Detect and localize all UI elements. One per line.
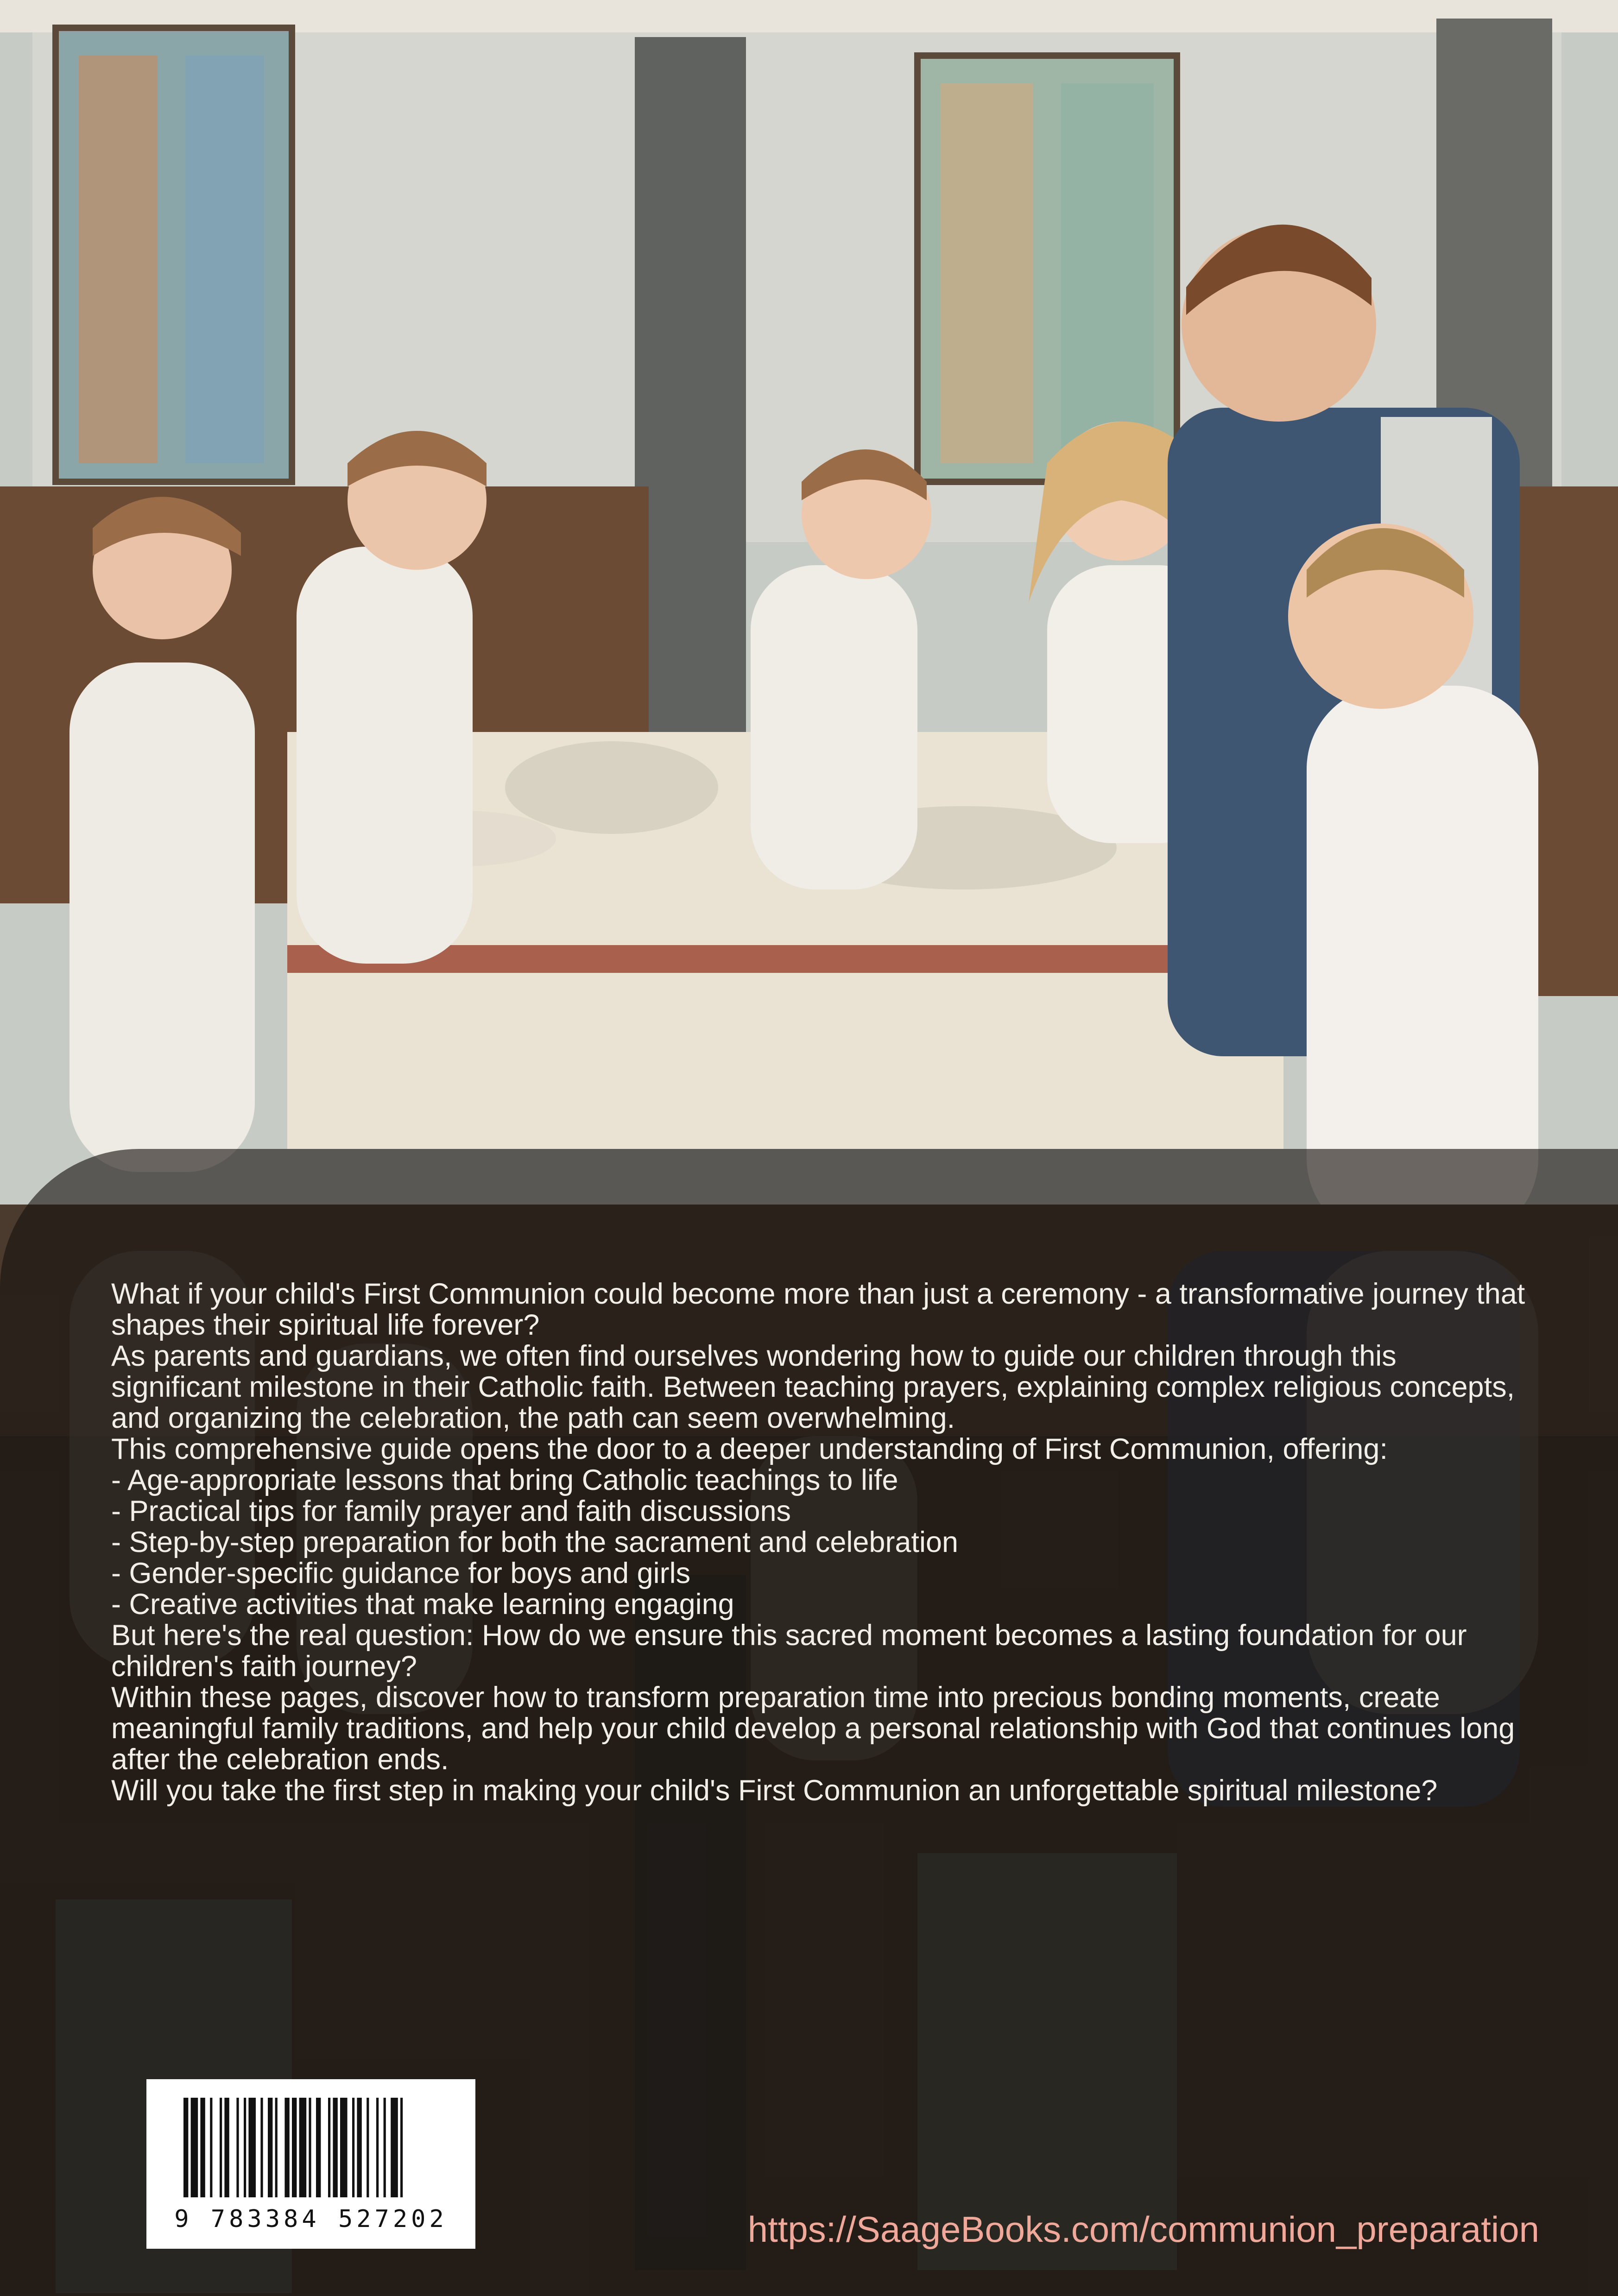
barcode-bar [357, 2098, 361, 2197]
barcode-bar [292, 2098, 297, 2197]
barcode-bar [384, 2098, 386, 2197]
closing-paragraph: Will you take the first step in making your child's First Communion an unforgettable spiritual milestone? [111, 1774, 1438, 1807]
offering-item: - Creative activities that make learning engaging [111, 1589, 1529, 1620]
barcode-bar [275, 2098, 278, 2197]
offering-item: - Age-appropriate lessons that bring Catholic teachings to life [111, 1465, 1529, 1496]
barcode-bar [260, 2098, 263, 2197]
barcode-bar [299, 2098, 307, 2197]
barcode-bar [224, 2098, 229, 2197]
barcode-bar [400, 2098, 403, 2197]
barcode-bar [333, 2098, 337, 2197]
barcode-bar [200, 2098, 205, 2197]
barcode-bar [191, 2098, 198, 2197]
offering-item: - Step-by-step preparation for both the sacrament and celebration [111, 1527, 1529, 1558]
barcode-bar [236, 2098, 239, 2197]
barcode-bar [183, 2098, 188, 2197]
barcode-bar [340, 2098, 348, 2197]
barcode-bar [244, 2098, 246, 2197]
barcode-bar [328, 2098, 330, 2197]
barcode-bar [376, 2098, 379, 2197]
barcode-bar [367, 2098, 369, 2197]
barcode-bar [352, 2098, 354, 2197]
barcode-bar [268, 2098, 272, 2197]
offering-item: - Gender-specific guidance for boys and girls [111, 1558, 1529, 1589]
book-description [111, 1279, 1529, 1806]
barcode-bar [210, 2098, 212, 2197]
isbn-barcode [146, 2079, 475, 2249]
barcode-bar [248, 2098, 256, 2197]
barcode-bar [220, 2098, 222, 2197]
barcode-bar [284, 2098, 289, 2197]
closing-paragraph: But here's the real question: How do we ensure this sacred moment becomes a lasting foundation for our children's faith journey? [111, 1619, 1467, 1683]
closing-paragraph: Within these pages, discover how to transform preparation time into precious bonding moments, create meaningful family traditions, and help your child develop a personal relationship with God that continues long after the celebration ends. [111, 1681, 1515, 1776]
barcode-bar [309, 2098, 311, 2197]
description-paragraph: As parents and guardians, we often find ourselves wondering how to guide our children through this significant milestone in their Catholic faith. Between teaching prayers, explaining complex religious concepts, and organizing the celebration, the path can seem overwhelming. [111, 1340, 1515, 1434]
barcode-bar [391, 2098, 398, 2197]
description-paragraph: This comprehensive guide opens the door to a deeper understanding of First Communion, offering: [111, 1433, 1388, 1465]
description-paragraph: What if your child's First Communion could become more than just a ceremony - a transformative journey that shapes their spiritual life forever? [111, 1278, 1525, 1341]
website-url[interactable]: https://SaageBooks.com/communion_preparation [747, 2209, 1539, 2250]
offering-item: - Practical tips for family prayer and faith discussions [111, 1496, 1529, 1527]
isbn-number: 9 783384 527202 [174, 2205, 448, 2233]
barcode-bar [316, 2098, 321, 2197]
